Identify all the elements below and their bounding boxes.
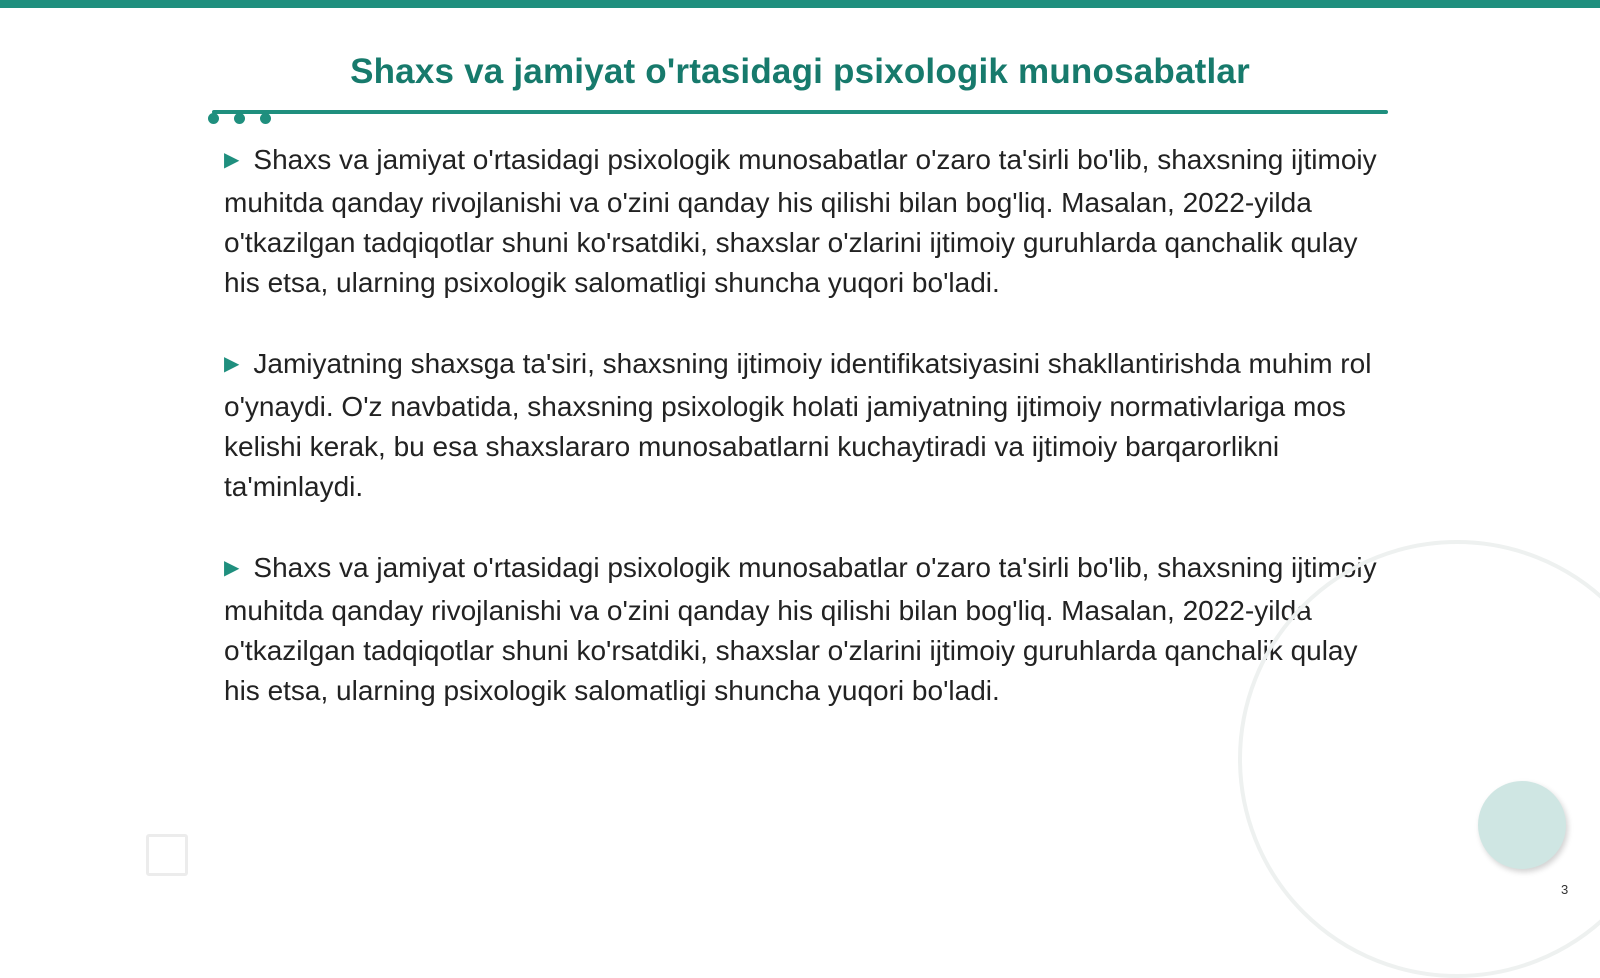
- decorative-square: [146, 834, 188, 876]
- triangle-right-icon: ▶: [224, 557, 240, 579]
- underline-dot: [208, 113, 219, 124]
- bullet-item: [224, 344, 1384, 507]
- bullet-list: [224, 140, 1384, 752]
- triangle-right-icon: ▶: [224, 149, 240, 171]
- top-accent-bar: [0, 0, 1600, 8]
- bullet-item: [224, 140, 1384, 303]
- triangle-right-icon: ▶: [224, 353, 240, 375]
- page-number: 3: [1561, 882, 1569, 897]
- bullet-text: Shaxs va jamiyat o'rtasidagi psixologik munosabatlar o'zaro ta'sirli bo'lib, shaxsning ijtimoiy muhitda qanday rivojlanishi va o'zini qanday his qilishi bilan bog'liq. Masalan, 2022-yilda o'tkazilgan tadqiqotlar shuni ko'rsatdiki, shaxslar o'zlarini ijtimoiy guruhlarda qanchalik qulay his etsa, ularning psixologik salomatligi shuncha yuqori bo'ladi.: [224, 144, 1377, 298]
- underline-dot: [234, 113, 245, 124]
- bullet-text: Shaxs va jamiyat o'rtasidagi psixologik munosabatlar o'zaro ta'sirli bo'lib, shaxsning ijtimoiy muhitda qanday rivojlanishi va o'zini qanday his qilishi bilan bog'liq. Masalan, 2022-yilda o'tkazilgan tadqiqotlar shuni ko'rsatdiki, shaxslar o'zlarini ijtimoiy guruhlarda qanchalik qulay his etsa, ularning psixologik salomatligi shuncha yuqori bo'ladi.: [224, 552, 1377, 706]
- decorative-circle: [1478, 781, 1566, 869]
- bullet-item: [224, 548, 1384, 711]
- underline-dot: [260, 113, 271, 124]
- slide-title: Shaxs va jamiyat o'rtasidagi psixologik munosabatlar: [350, 52, 1250, 91]
- bullet-text: Jamiyatning shaxsga ta'siri, shaxsning ijtimoiy identifikatsiyasini shakllantirishda muhim rol o'ynaydi. O'z navbatida, shaxsning psixologik holati jamiyatning ijtimoiy normativlariga mos kelishi kerak, bu esa shaxslararo munosabatlarni kuchaytiradi va ijtimoiy barqarorlikni ta'minlaydi.: [224, 348, 1372, 502]
- title-underline: [212, 110, 1388, 114]
